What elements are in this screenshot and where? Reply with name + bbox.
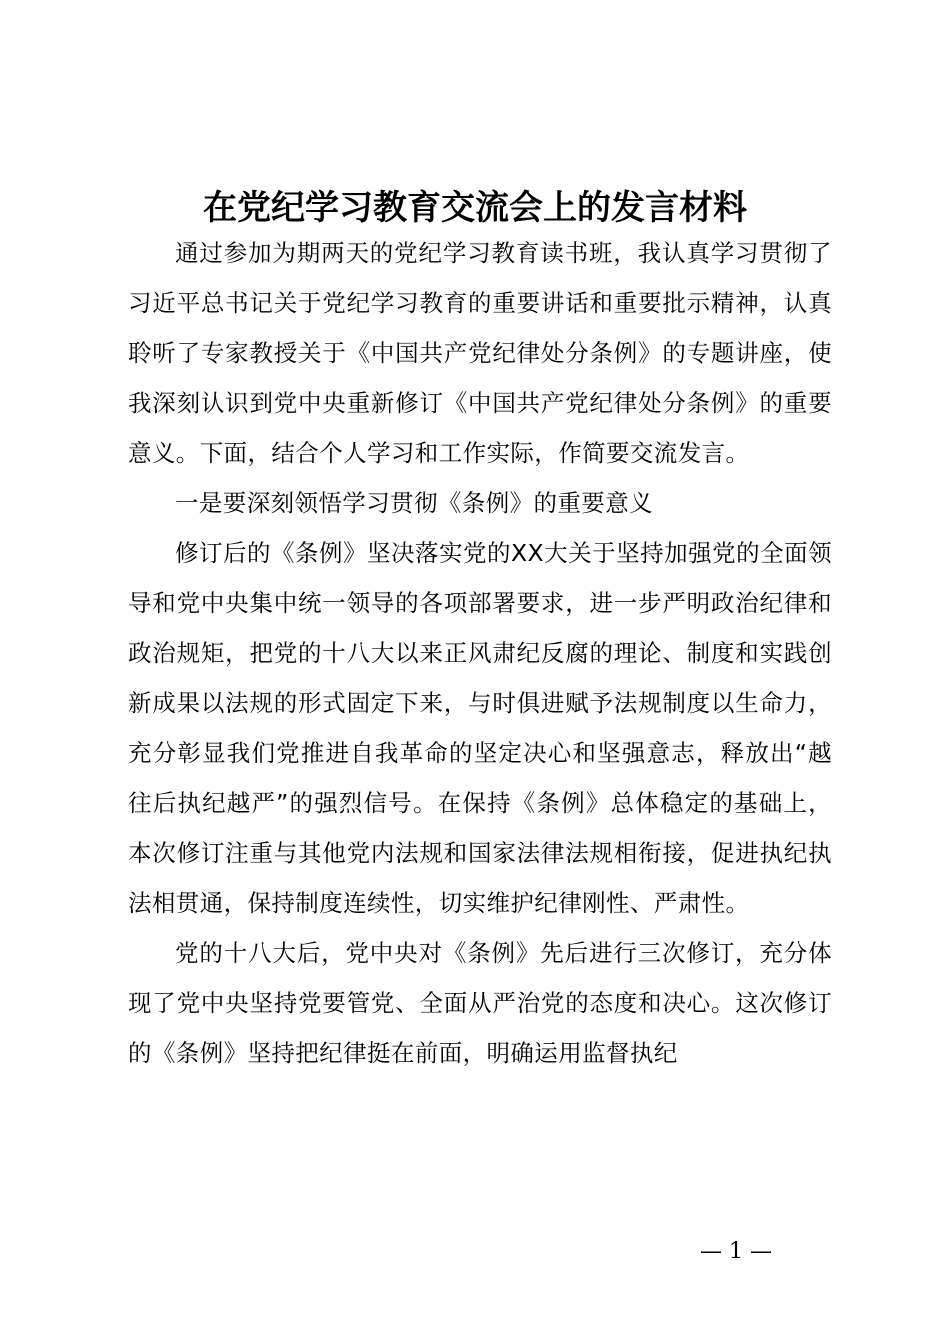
paragraph-intro: 通过参加为期两天的党纪学习教育读书班，我认真学习贯彻了习近平总书记关于党纪学习教育的重要讲话和重要批示精神，认真聆听了专家教授关于《中国共产党纪律处分条例》的专题讲座，使我深刻认识到党中央重新修订《中国共产党纪律处分条例》的重要意义。下面，结合个人学习和工作实际，作简要交流发言。 — [128, 239, 832, 467]
document-title: 在党纪学习教育交流会上的发言材料 — [203, 188, 747, 228]
section-heading-1: 一是要深刻领悟学习贯彻《条例》的重要意义 — [175, 489, 653, 517]
document-body — [128, 228, 832, 1078]
paragraph-significance: 修订后的《条例》坚决落实党的XX大关于坚持加强党的全面领导和党中央集中统一领导的各项部署要求，进一步严明政治纪律和政治规矩，把党的十八大以来正风肃纪反腐的理论、制度和实践创新成果以法规的形式固定下来，与时俱进赋予法规制度以生命力，充分彰显我们党推进自我革命的坚定决心和坚强意志，释放出“越往后执纪越严”的强烈信号。在保持《条例》总体稳定的基础上，本次修订注重与其他党内法规和国家法律法规相衔接，促进执纪执法相贯通，保持制度连续性，切实维护纪律刚性、严肃性。 — [128, 539, 832, 917]
paragraph-revisions: 党的十八大后，党中央对《条例》先后进行三次修订，充分体现了党中央坚持党要管党、全面从严治党的态度和决心。这次修订的《条例》坚持把纪律挺在前面，明确运用监督执纪 — [128, 939, 832, 1067]
page-number: — 1 — — [700, 1239, 772, 1264]
